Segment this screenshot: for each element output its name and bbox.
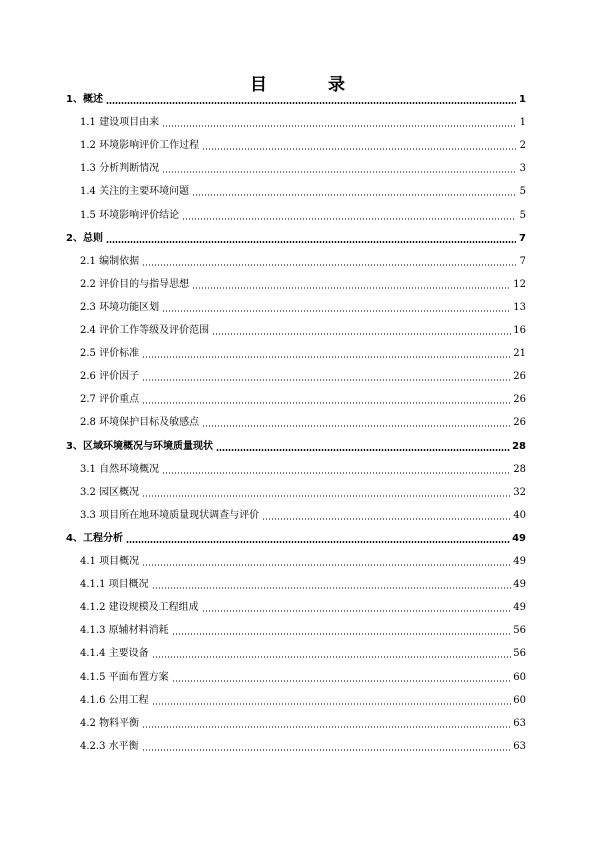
toc-entry-label: 4、工程分析: [66, 532, 123, 544]
toc-entry-label: 3.2 园区概况: [80, 486, 140, 498]
toc-dot-leader: [162, 171, 516, 173]
toc-entry-label: 4.1.4 主要设备: [80, 648, 149, 660]
toc-section-entry[interactable]: [80, 714, 526, 730]
toc-dot-leader: [142, 749, 512, 751]
toc-entry-label: 3.1 自然环境概况: [80, 463, 160, 475]
toc-entry-label: 1.4 关注的主要环境问题: [80, 186, 190, 198]
toc-dot-leader: [142, 495, 511, 497]
toc-dot-leader: [142, 264, 516, 266]
toc-page-number: 28: [512, 440, 526, 452]
toc-entry-label: 3.3 项目所在地环境质量现状调查与评价: [80, 509, 260, 521]
toc-page-number: 5: [519, 209, 526, 221]
toc-entry-label: 2.8 环境保护目标及敏感点: [80, 417, 200, 429]
toc-page-number: 63: [513, 740, 526, 752]
toc-entry-label: 2.4 评价工作等级及评价范围: [80, 325, 210, 336]
toc-dot-leader: [162, 310, 511, 312]
toc-section-entry[interactable]: [80, 460, 526, 476]
toc-page-number: 32: [513, 486, 526, 498]
toc-page-number: 49: [513, 556, 526, 567]
toc-entry-label: 1.5 环境影响评价结论: [80, 209, 180, 221]
toc-page-number: 3: [519, 163, 526, 175]
toc-entry-label: 1.1 建设项目由来: [80, 117, 160, 129]
toc-entry-label: 1、概述: [66, 94, 103, 105]
toc-section-entry[interactable]: [80, 136, 526, 152]
toc-chapter-entry[interactable]: [66, 437, 526, 453]
toc-dot-leader: [106, 102, 516, 104]
toc-section-entry[interactable]: [80, 206, 526, 222]
toc-dot-leader: [106, 241, 516, 243]
toc-chapter-entry[interactable]: [66, 90, 526, 106]
toc-page-number: 21: [513, 348, 526, 360]
toc-entry-label: 2.2 评价目的与指导思想: [80, 278, 190, 290]
toc-entry-label: 2、总则: [66, 232, 103, 244]
toc-page-number: 60: [513, 671, 526, 683]
toc-section-entry[interactable]: [80, 367, 526, 383]
toc-section-entry[interactable]: [80, 483, 526, 499]
toc-section-entry[interactable]: [80, 182, 526, 198]
toc-page-number: 13: [513, 301, 526, 313]
toc-dot-leader: [142, 379, 511, 381]
toc-page-number: 5: [519, 186, 526, 198]
toc-dot-leader: [182, 218, 516, 220]
toc-entry-label: 2.6 评价因子: [80, 371, 140, 383]
toc-page-number: 49: [513, 579, 526, 591]
toc-page-number: 7: [519, 255, 526, 267]
toc-dot-leader: [152, 656, 512, 658]
toc-entry-label: 1.3 分析判断情况: [80, 163, 160, 175]
toc-page-number: 16: [513, 325, 526, 336]
toc-dot-leader: [212, 333, 511, 335]
toc-dot-leader: [152, 587, 512, 589]
toc-entry-label: 4.1.6 公用工程: [80, 694, 149, 706]
toc-page-number: 56: [513, 648, 526, 660]
toc-entry-label: 4.1.3 原辅材料消耗: [80, 625, 169, 637]
toc-section-entry[interactable]: [80, 321, 526, 337]
toc-page-number: 26: [513, 394, 526, 406]
toc-dot-leader: [162, 472, 511, 474]
toc-section-entry[interactable]: [80, 413, 526, 429]
toc-dot-leader: [192, 194, 516, 196]
toc-dot-leader: [202, 148, 516, 150]
toc-page-number: 1: [519, 117, 526, 129]
toc-dot-leader: [142, 726, 511, 728]
toc-entry-label: 3、区域环境概况与环境质量现状: [66, 440, 213, 452]
toc-entry-label: 2.3 环境功能区划: [80, 301, 160, 313]
toc-dot-leader: [126, 541, 510, 543]
toc-section-entry[interactable]: [80, 275, 526, 291]
toc-page-number: 26: [513, 417, 526, 429]
toc-section-entry[interactable]: [80, 390, 526, 406]
toc-page-number: 56: [513, 625, 526, 637]
toc-chapter-entry[interactable]: [66, 529, 526, 545]
toc-section-entry[interactable]: [80, 644, 526, 660]
toc-section-entry[interactable]: [80, 598, 526, 614]
toc-section-entry[interactable]: [80, 691, 526, 707]
toc-page-number: 26: [513, 371, 526, 383]
toc-section-entry[interactable]: [80, 252, 526, 268]
toc-entry-label: 4.1 项目概况: [80, 556, 140, 567]
toc-page-number: 49: [513, 602, 526, 614]
toc-entry-label: 4.1.5 平面布置方案: [80, 671, 169, 683]
toc-page-number: 63: [513, 717, 526, 729]
toc-section-entry[interactable]: [80, 737, 526, 753]
toc-section-entry[interactable]: [80, 344, 526, 360]
toc-dot-leader: [202, 425, 511, 427]
toc-section-entry[interactable]: [80, 113, 526, 129]
toc-entry-label: 4.2 物料平衡: [80, 717, 140, 729]
toc-entry-label: 4.2.3 水平衡: [80, 740, 139, 752]
toc-dot-leader: [216, 449, 510, 451]
toc-dot-leader: [172, 633, 512, 635]
toc-entry-label: 4.1.2 建设规模及工程组成: [80, 602, 199, 614]
toc-section-entry[interactable]: [80, 506, 526, 522]
toc-section-entry[interactable]: [80, 552, 526, 568]
toc-section-entry[interactable]: [80, 575, 526, 591]
toc-dot-leader: [192, 287, 511, 289]
toc-title: 目 录: [250, 75, 367, 95]
toc-dot-leader: [142, 356, 511, 358]
toc-dot-leader: [152, 703, 512, 705]
toc-page-number: 7: [519, 232, 526, 244]
toc-page-number: 49: [512, 532, 526, 544]
toc-section-entry[interactable]: [80, 298, 526, 314]
toc-dot-leader: [142, 564, 511, 566]
toc-dot-leader: [142, 402, 511, 404]
toc-section-entry[interactable]: [80, 668, 526, 684]
toc-entry-label: 2.7 评价重点: [80, 394, 140, 406]
toc-chapter-entry[interactable]: [66, 229, 526, 245]
toc-page-number: 2: [519, 140, 526, 152]
toc-dot-leader: [162, 125, 516, 127]
toc-entry-label: 1.2 环境影响评价工作过程: [80, 140, 200, 152]
toc-page-number: 28: [513, 463, 526, 475]
toc-page-number: 40: [513, 509, 526, 521]
toc-section-entry[interactable]: [80, 621, 526, 637]
toc-entry-label: 2.5 评价标准: [80, 348, 140, 360]
toc-entry-label: 2.1 编制依据: [80, 255, 140, 267]
toc-dot-leader: [262, 518, 511, 520]
toc-dot-leader: [172, 680, 512, 682]
toc-page-number: 12: [513, 278, 526, 290]
toc-entry-label: 4.1.1 项目概况: [80, 579, 149, 591]
toc-section-entry[interactable]: [80, 159, 526, 175]
toc-page-number: 1: [519, 94, 526, 105]
toc-dot-leader: [202, 610, 512, 612]
toc-page-number: 60: [513, 694, 526, 706]
